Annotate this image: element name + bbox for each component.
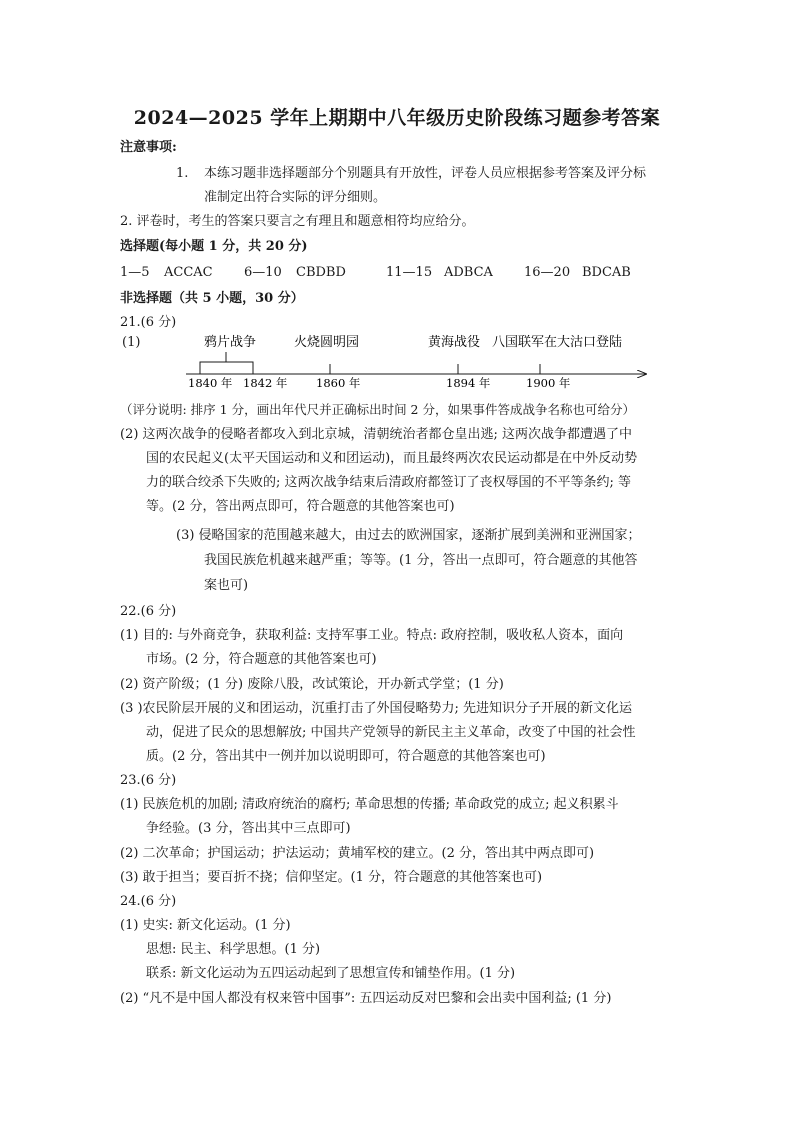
- year-label: 1900 年: [526, 376, 571, 390]
- event-label: 黄海战役: [428, 335, 481, 350]
- mc-answers: CBDBD: [296, 265, 346, 280]
- mc-answers: BDCAB: [582, 265, 631, 280]
- q21-part3-line: (3) 侵略国家的范围越来越大，由过去的欧洲国家，逐渐扩展到美洲和亚洲国家；: [176, 528, 641, 543]
- page-title: 2024—2025 学年上期期中八年级历史阶段练习题参考答案: [133, 107, 661, 129]
- q22-line: (1) 目的: 与外商竞争，获取利益: 支持军事工业。特点: 政府控制，吸收私人资本，面向: [120, 628, 624, 643]
- q21-part3-line: 我国民族危机越来越严重；等等。(1 分，答出一点即可，符合题意的其他答: [204, 553, 638, 568]
- q22-line: 市场。(2 分，符合题意的其他答案也可): [146, 652, 377, 667]
- mc-range: 16—20: [524, 265, 571, 280]
- event-label: 八国联军在大沽口登陆: [492, 335, 623, 350]
- q23-line: (3) 敢于担当；要百折不挠；信仰坚定。(1 分，符合题意的其他答案也可): [120, 870, 543, 885]
- notes-item1-line1: 本练习题非选择题部分个别题具有开放性，评卷人员应根据参考答案及评分标: [204, 166, 647, 181]
- q21-part3-line: 案也可): [204, 578, 249, 593]
- q22-line: 动，促进了民众的思想解放; 中国共产党领导的新民主主义革命，改变了中国的社会性: [146, 725, 636, 740]
- q24-line: (1) 史实: 新文化运动。(1 分): [120, 918, 291, 933]
- q21-part2-line: 国的农民起义(太平天国运动和义和团运动)，而且最终两次农民运动都是在中外反动势: [146, 451, 638, 466]
- q22-line: (3 )农民阶层开展的义和团运动，沉重打击了外国侵略势力; 先进知识分子开展的新文化运: [120, 701, 633, 716]
- year-label: 1894 年: [446, 376, 491, 390]
- q23-line: 争经验。(3 分，答出其中三点即可): [146, 821, 351, 836]
- notes-item2: 2. 评卷时，考生的答案只要言之有理且和题意相符均应给分。: [120, 214, 475, 229]
- notes-item1-line2: 准制定出符合实际的评分细则。: [204, 190, 387, 205]
- mc-range: 1—5: [120, 265, 150, 280]
- mc-range: 11—15: [386, 265, 433, 280]
- q21-part2-line: (2) 这两次战争的侵略者都攻入到北京城，清朝统治者都仓皇出逃; 这两次战争都遭遇了中: [120, 427, 633, 442]
- mc-heading: 选择题(每小题 1 分，共 20 分): [120, 239, 308, 254]
- q23-header: 23.(6 分): [120, 773, 177, 788]
- timeline-diagram: [0, 0, 794, 400]
- q24-header: 24.(6 分): [120, 894, 177, 909]
- event-label: 鸦片战争: [204, 335, 257, 350]
- q24-line: (2) “凡不是中国人都没有权来管中国事”: 五四运动反对巴黎和会出卖中国利益; (1 分): [120, 991, 612, 1006]
- q21-header: 21.(6 分): [120, 315, 177, 330]
- q22-line: 质。(2 分，答出其中一例并加以说明即可，符合题意的其他答案也可): [146, 749, 546, 764]
- q24-line: 联系: 新文化运动为五四运动起到了思想宣传和铺垫作用。(1 分): [146, 966, 516, 981]
- event-label: 火烧圆明园: [294, 335, 360, 350]
- q21-part2-line: 等。(2 分，答出两点即可，符合题意的其他答案也可): [146, 499, 455, 514]
- q23-line: (2) 二次革命；护国运动；护法运动；黄埔军校的建立。(2 分，答出其中两点即可): [120, 846, 595, 861]
- q21-part2-line: 力的联合绞杀下失败的; 这两次战争结束后清政府都签订了丧权辱国的不平等条约; 等: [146, 475, 632, 490]
- non-mc-heading: 非选择题（共 5 小题，30 分）: [120, 291, 304, 306]
- q21-part1-label: (1): [122, 335, 141, 350]
- q22-header: 22.(6 分): [120, 604, 177, 619]
- mc-range: 6—10: [244, 265, 282, 280]
- mc-answers: ADBCA: [444, 265, 493, 280]
- mc-answers: ACCAC: [164, 265, 213, 280]
- opium-war-bracket: [200, 362, 253, 374]
- notes-item1-number: 1.: [176, 166, 189, 181]
- q23-line: (1) 民族危机的加剧; 清政府统治的腐朽; 革命思想的传播; 革命政党的成立; 起义积累斗: [120, 797, 619, 812]
- year-label: 1842 年: [243, 376, 288, 390]
- q22-line: (2) 资产阶级；(1 分) 废除八股，改试策论，开办新式学堂；(1 分): [120, 677, 504, 692]
- q21-scoring-note: （评分说明: 排序 1 分，画出年代尺并正确标出时间 2 分，如果事件答成战争名称也可给分）: [120, 402, 635, 417]
- notes-heading: 注意事项:: [120, 140, 177, 155]
- q24-line: 思想: 民主、科学思想。(1 分): [146, 942, 321, 957]
- year-label: 1860 年: [316, 376, 361, 390]
- year-label: 1840 年: [188, 376, 233, 390]
